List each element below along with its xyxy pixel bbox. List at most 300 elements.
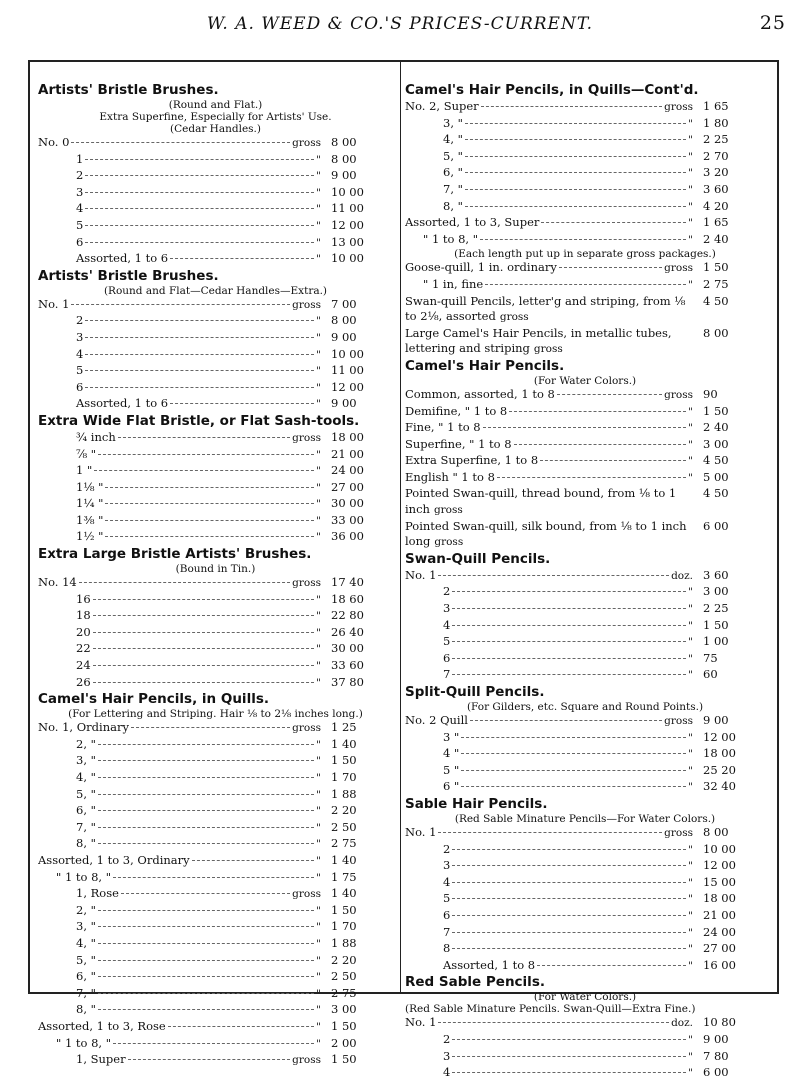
item-price: 1 25 xyxy=(331,720,357,735)
price-row xyxy=(38,380,393,397)
item-label: Pointed Swan-quill, thread bound, from ⅛ to 1 inch xyxy=(405,486,677,517)
item-price: 3 00 xyxy=(703,436,729,451)
item-description xyxy=(38,608,321,625)
item-unit: " xyxy=(688,200,693,213)
item-description xyxy=(38,529,321,546)
item-price: 24 00 xyxy=(331,463,364,478)
leader-dots xyxy=(461,770,686,771)
item-unit: gross xyxy=(292,888,321,901)
item-description xyxy=(38,430,321,447)
item-description xyxy=(405,746,693,763)
item-price: 60 xyxy=(703,667,718,682)
item-price: 37 80 xyxy=(331,674,364,689)
item-price: 4 20 xyxy=(703,198,729,213)
item-label: 2 xyxy=(443,584,451,599)
item-price: 6 00 xyxy=(703,518,729,533)
leader-dots xyxy=(131,727,290,728)
item-price: 1 40 xyxy=(331,852,357,867)
leader-dots xyxy=(452,865,686,866)
item-price: 1 50 xyxy=(331,1052,357,1067)
item-unit: " xyxy=(688,455,693,468)
item-description xyxy=(405,99,693,116)
item-description xyxy=(38,1019,321,1036)
item-unit: gross xyxy=(292,431,321,444)
item-label: 6 xyxy=(443,907,451,922)
leader-dots xyxy=(98,910,314,911)
item-description xyxy=(405,437,693,454)
item-description xyxy=(38,986,321,1003)
section-heading: Split-Quill Pencils. xyxy=(405,684,545,700)
item-price: 33 00 xyxy=(331,512,364,527)
price-row xyxy=(405,519,765,551)
item-unit: doz. xyxy=(671,1017,693,1030)
item-unit: " xyxy=(688,1033,693,1046)
item-unit: " xyxy=(316,315,321,328)
leader-dots xyxy=(537,965,686,966)
leader-dots xyxy=(113,1043,314,1044)
item-price: 11 00 xyxy=(331,201,364,216)
price-row xyxy=(405,601,765,618)
price-row xyxy=(405,1015,765,1032)
item-price: 2 50 xyxy=(331,969,357,984)
section-heading: Camel's Hair Pencils. xyxy=(405,357,565,374)
item-label: Goose-quill, 1 in. ordinary xyxy=(405,260,557,275)
item-description xyxy=(38,953,321,970)
price-row xyxy=(38,836,393,853)
item-price: 4 50 xyxy=(703,453,729,468)
item-price: 1 50 xyxy=(331,902,357,917)
price-row xyxy=(405,568,765,585)
item-label: No. 14 xyxy=(38,575,77,590)
section-heading: Camel's Hair Pencils, in Quills—Cont'd. xyxy=(405,82,699,98)
item-label: 20 xyxy=(76,624,91,639)
item-price: 15 00 xyxy=(703,874,736,889)
leader-dots xyxy=(93,599,315,600)
price-row xyxy=(38,853,393,870)
item-unit: " xyxy=(688,843,693,856)
item-description xyxy=(38,575,321,592)
item-unit: " xyxy=(688,117,693,130)
leader-dots xyxy=(452,882,686,883)
item-label: 3, " xyxy=(443,115,463,130)
item-unit: " xyxy=(688,909,693,922)
item-price: 12 00 xyxy=(331,379,364,394)
leader-dots xyxy=(438,575,669,576)
item-price: 6 00 xyxy=(703,1065,729,1080)
item-description xyxy=(405,842,693,859)
leader-dots xyxy=(540,460,686,461)
leader-dots xyxy=(192,860,315,861)
item-label: Assorted, 1 to 3, Rose xyxy=(38,1018,166,1033)
item-description xyxy=(405,165,693,182)
item-unit: " xyxy=(688,893,693,906)
item-unit: " xyxy=(688,669,693,682)
leader-dots xyxy=(483,427,687,428)
item-unit: " xyxy=(316,738,321,751)
item-description xyxy=(405,326,693,358)
item-unit: " xyxy=(316,660,321,673)
item-description xyxy=(38,658,321,675)
item-unit: " xyxy=(316,838,321,851)
item-price: 30 00 xyxy=(331,641,364,656)
item-label: 1⅜ " xyxy=(76,512,104,527)
item-unit: " xyxy=(316,1037,321,1050)
price-row xyxy=(405,182,765,199)
item-label: 7 xyxy=(443,924,451,939)
item-description xyxy=(38,787,321,804)
price-row xyxy=(38,886,393,903)
leader-dots xyxy=(105,520,314,521)
item-description xyxy=(405,713,693,730)
item-price: 1 50 xyxy=(331,1018,357,1033)
item-description xyxy=(405,294,693,326)
item-unit: gross xyxy=(499,311,529,324)
page-header xyxy=(0,14,800,40)
section-note: (For Water Colors.) xyxy=(533,374,637,387)
item-label: 18 xyxy=(76,608,91,623)
item-description xyxy=(405,182,693,199)
section-note: (Red Sable Minature Pencils. Swan-Quill—Extra Fine.) xyxy=(405,1003,696,1016)
price-row xyxy=(405,958,765,975)
item-price: 33 60 xyxy=(331,658,364,673)
item-unit: " xyxy=(688,278,693,291)
item-label: 5 xyxy=(76,363,84,378)
item-unit: " xyxy=(688,1050,693,1063)
item-description xyxy=(38,330,321,347)
leader-dots xyxy=(452,932,686,933)
item-description xyxy=(405,215,693,232)
item-label: Pointed Swan-quill, silk bound, from ⅛ to 1 inch long xyxy=(405,518,687,549)
leader-dots xyxy=(452,674,686,675)
price-row xyxy=(38,513,393,530)
item-description xyxy=(405,404,693,421)
item-price: 21 00 xyxy=(331,446,364,461)
leader-dots xyxy=(105,487,314,488)
item-label: 3 xyxy=(443,1048,451,1063)
item-description xyxy=(405,149,693,166)
item-label: " 1 to 8, " xyxy=(423,231,479,246)
leader-dots xyxy=(93,682,315,683)
price-row xyxy=(38,330,393,347)
price-row xyxy=(405,908,765,925)
section-note: (Cedar Handles.) xyxy=(170,123,261,135)
leader-dots xyxy=(461,737,686,738)
item-label: No. 1 xyxy=(38,296,70,311)
item-price: 22 80 xyxy=(331,608,364,623)
section-note: (Red Sable Minature Pencils—For Water Colors.) xyxy=(454,812,716,825)
item-price: 17 40 xyxy=(331,575,364,590)
leader-dots xyxy=(170,403,314,404)
item-description xyxy=(38,641,321,658)
price-row xyxy=(405,1032,765,1049)
leader-dots xyxy=(118,437,290,438)
item-description xyxy=(38,1036,321,1053)
item-description xyxy=(405,858,693,875)
item-description xyxy=(405,730,693,747)
leader-dots xyxy=(452,608,686,609)
item-description xyxy=(405,1015,693,1032)
price-row xyxy=(405,420,765,437)
price-row xyxy=(405,746,765,763)
item-label: 7 xyxy=(443,667,451,682)
item-price: 1 88 xyxy=(331,935,357,950)
item-unit: " xyxy=(688,183,693,196)
section-note: (Round and Flat.) xyxy=(168,99,263,111)
item-description xyxy=(38,363,321,380)
price-row xyxy=(38,787,393,804)
price-row xyxy=(38,185,393,202)
price-row xyxy=(38,168,393,185)
item-description xyxy=(38,836,321,853)
item-label: 3 xyxy=(76,329,84,344)
price-row xyxy=(38,969,393,986)
item-label: ¾ inch xyxy=(76,429,116,444)
section-note: (Round and Flat—Cedar Handles—Extra.) xyxy=(103,284,328,297)
item-price: 25 20 xyxy=(703,762,736,777)
price-list-frame xyxy=(28,60,779,1080)
leader-dots xyxy=(98,943,314,944)
item-unit: " xyxy=(316,1004,321,1017)
item-description xyxy=(38,168,321,185)
item-description xyxy=(38,592,321,609)
price-row xyxy=(38,1019,393,1036)
leader-dots xyxy=(85,208,314,209)
leader-dots xyxy=(452,948,686,949)
item-price: 2 50 xyxy=(331,819,357,834)
item-price: 27 00 xyxy=(703,941,736,956)
item-unit: " xyxy=(316,954,321,967)
price-row xyxy=(38,870,393,887)
item-price: 5 00 xyxy=(703,469,729,484)
leader-dots xyxy=(85,354,314,355)
item-unit: " xyxy=(316,772,321,784)
leader-dots xyxy=(98,926,314,927)
leader-dots xyxy=(98,960,314,961)
price-row xyxy=(38,363,393,380)
item-unit: " xyxy=(316,937,321,950)
item-label: 7, " xyxy=(76,985,96,1000)
leader-dots xyxy=(98,454,314,455)
item-description xyxy=(405,618,693,635)
item-description xyxy=(38,886,321,903)
item-label: Assorted, 1 to 8 xyxy=(443,957,536,972)
item-label: Swan-quill Pencils, letter'g and striping, from ⅛ to 2⅛, assorted xyxy=(405,293,686,324)
leader-dots xyxy=(93,615,315,616)
leader-dots xyxy=(452,658,686,659)
left-column xyxy=(38,82,393,1069)
item-label: 2, " xyxy=(76,902,96,917)
item-price: 1 40 xyxy=(331,736,357,751)
price-row xyxy=(38,251,393,268)
price-row xyxy=(405,326,765,358)
leader-dots xyxy=(452,1039,686,1040)
item-price: 8 00 xyxy=(331,151,357,166)
item-price: 10 80 xyxy=(703,1015,736,1030)
item-unit: " xyxy=(316,331,321,344)
leader-dots xyxy=(452,915,686,916)
item-price: 3 00 xyxy=(703,584,729,599)
item-unit: " xyxy=(316,676,321,689)
item-label: Extra Superfine, 1 to 8 xyxy=(405,453,539,468)
item-description xyxy=(38,969,321,986)
item-unit: " xyxy=(688,1067,693,1080)
item-price: 90 xyxy=(703,386,718,401)
item-label: 6 " xyxy=(443,779,460,794)
item-description xyxy=(38,803,321,820)
price-row xyxy=(405,667,765,684)
leader-dots xyxy=(93,665,315,666)
item-unit: " xyxy=(316,186,321,199)
item-label: Superfine, " 1 to 8 xyxy=(405,436,512,451)
item-label: 4 xyxy=(443,617,451,632)
item-label: Assorted, 1 to 3, Ordinary xyxy=(38,852,190,867)
item-price: 1 00 xyxy=(703,634,729,649)
leader-dots xyxy=(170,258,314,259)
item-unit: gross xyxy=(433,504,463,517)
section-heading: Artists' Bristle Brushes. xyxy=(38,267,219,284)
item-label: Fine, " 1 to 8 xyxy=(405,420,481,435)
leader-dots xyxy=(98,1009,314,1010)
section-note: (For Gilders, etc. Square and Round Points.) xyxy=(466,701,704,713)
item-label: 3, " xyxy=(76,919,96,934)
leader-dots xyxy=(557,394,662,395)
item-label: 8, " xyxy=(76,1002,96,1017)
item-description xyxy=(405,519,693,551)
section-note: (For Lettering and Striping. Hair ⅛ to 2⅛ inches long.) xyxy=(68,708,363,721)
price-row xyxy=(405,132,765,149)
price-row xyxy=(38,1002,393,1019)
price-row xyxy=(38,903,393,920)
page-number: 25 xyxy=(759,12,786,34)
item-unit: " xyxy=(688,150,693,163)
item-description xyxy=(38,463,321,480)
item-description xyxy=(38,396,321,413)
item-unit: " xyxy=(688,860,693,873)
leader-dots xyxy=(452,1072,686,1073)
item-unit: " xyxy=(316,481,321,494)
price-row xyxy=(38,641,393,658)
item-price: 1 80 xyxy=(703,115,729,130)
item-description xyxy=(405,260,693,277)
item-price: 26 40 xyxy=(331,624,364,639)
section-heading: Swan-Quill Pencils. xyxy=(405,550,551,567)
price-row xyxy=(405,404,765,421)
item-unit: " xyxy=(688,731,693,744)
item-price: 32 40 xyxy=(703,779,736,794)
leader-dots xyxy=(98,843,314,844)
item-label: Assorted, 1 to 3, Super xyxy=(405,215,540,230)
leader-dots xyxy=(452,898,686,899)
item-description xyxy=(38,513,321,530)
price-row xyxy=(405,651,765,668)
price-row xyxy=(405,437,765,454)
item-unit: gross xyxy=(292,298,321,311)
leader-dots xyxy=(465,123,686,124)
item-description xyxy=(405,908,693,925)
leader-dots xyxy=(465,206,686,207)
item-label: No. 1 xyxy=(405,567,437,582)
item-description xyxy=(38,675,321,692)
leader-dots xyxy=(71,304,290,305)
item-description xyxy=(405,568,693,585)
item-description xyxy=(405,1032,693,1049)
item-label: 3 " xyxy=(443,729,460,744)
item-label: 1 " xyxy=(76,463,93,478)
item-label: English " 1 to 8 xyxy=(405,469,495,484)
item-unit: " xyxy=(688,781,693,794)
leader-dots xyxy=(452,641,686,642)
item-label: 2, " xyxy=(76,736,96,751)
item-description xyxy=(38,919,321,936)
price-row xyxy=(405,842,765,859)
price-row xyxy=(405,470,765,487)
item-description xyxy=(38,185,321,202)
item-description xyxy=(405,779,693,796)
item-price: 2 20 xyxy=(331,952,357,967)
item-unit: gross xyxy=(292,577,321,590)
item-label: No. 1 xyxy=(405,824,437,839)
price-row xyxy=(38,313,393,330)
item-unit: " xyxy=(688,636,693,649)
leader-dots xyxy=(85,320,314,321)
leader-dots xyxy=(465,189,686,190)
section-heading: Camel's Hair Pencils, in Quills. xyxy=(38,691,269,708)
item-unit: " xyxy=(316,514,321,527)
price-row xyxy=(405,763,765,780)
section-note: (Each length put up in separate gross packages.) xyxy=(454,248,716,261)
item-price: 9 00 xyxy=(703,1031,729,1046)
price-row xyxy=(38,430,393,447)
item-label: 5 xyxy=(76,217,84,232)
leader-dots xyxy=(93,648,315,649)
leader-dots xyxy=(98,827,314,828)
item-label: No. 0 xyxy=(38,135,70,149)
section-heading: Extra Wide Flat Bristle, or Flat Sash-tools. xyxy=(38,412,360,429)
item-label: 4 xyxy=(443,1065,451,1080)
section-note: (For Water Colors.) xyxy=(533,991,637,1004)
price-row xyxy=(38,201,393,218)
item-label: 4 xyxy=(76,346,84,361)
price-row xyxy=(38,297,393,314)
item-unit: " xyxy=(316,1020,321,1033)
leader-dots xyxy=(85,337,314,338)
leader-dots xyxy=(559,267,662,268)
leader-dots xyxy=(79,582,290,583)
item-description xyxy=(38,770,321,787)
item-description xyxy=(38,135,321,152)
item-price: 2 20 xyxy=(331,803,357,818)
item-unit: gross xyxy=(664,101,693,113)
section-note: Extra Superfine, Especially for Artists' Use. xyxy=(99,111,332,123)
item-label: No. 2 Quill xyxy=(405,713,468,727)
price-row xyxy=(38,135,393,152)
item-price: 12 00 xyxy=(703,729,736,744)
item-description xyxy=(38,753,321,770)
price-row xyxy=(38,919,393,936)
item-label: No. 1 xyxy=(405,1015,437,1030)
item-description xyxy=(38,1052,321,1069)
item-label: 8 xyxy=(443,941,451,956)
item-price: 1 70 xyxy=(331,770,357,784)
item-price: 2 25 xyxy=(703,132,729,147)
leader-dots xyxy=(105,503,314,504)
price-row xyxy=(405,825,765,842)
item-label: 26 xyxy=(76,674,91,689)
price-row xyxy=(405,165,765,182)
item-label: 4, " xyxy=(76,770,96,784)
price-row xyxy=(38,986,393,1003)
item-description xyxy=(405,277,693,294)
